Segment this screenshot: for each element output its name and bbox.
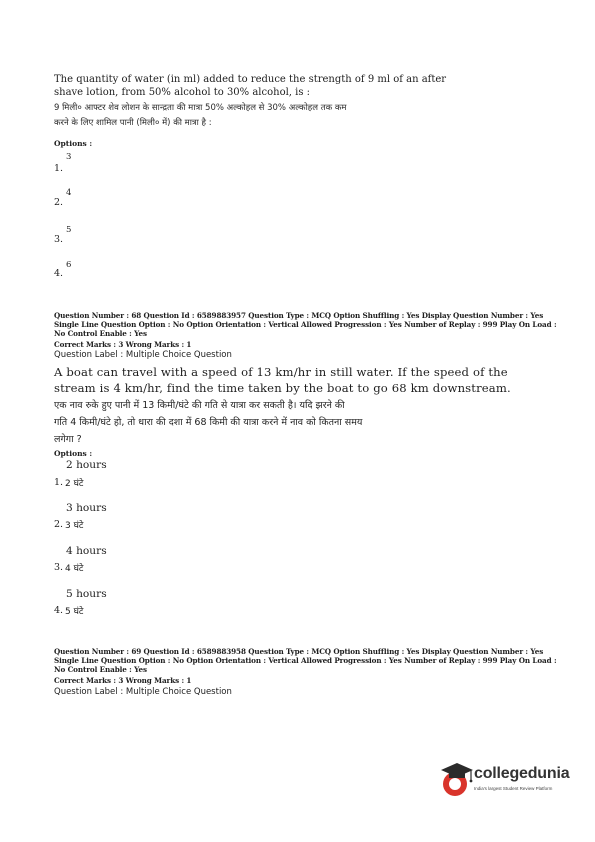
q67-text-hi-line1: 9 मिली० आफ्टर शेव लोशन के सान्द्रता की मात्रा 50% अल्कोहल से 30% अल्कोहल तक कम [54, 103, 347, 113]
q67-option-4-number: 4. [54, 268, 64, 279]
q68-option-3-hi[interactable]: 4 घंटे [65, 564, 84, 574]
q68-option-1-number: 1. [54, 477, 64, 488]
q67-option-3-number: 3. [54, 234, 64, 245]
q68-options-heading: Options : [54, 449, 93, 458]
q68-option-3-en[interactable]: 4 hours [66, 545, 107, 557]
q68-text-hi-line2: गति 4 किमी/घंटे हो, तो धारा की दशा में 68 किमी की यात्रा करने में नाव को कितना समय [54, 417, 363, 428]
q68-option-2-en[interactable]: 3 hours [66, 502, 107, 514]
q68-option-4-hi[interactable]: 5 घंटे [65, 607, 84, 617]
q68-text-en-line2: stream is 4 km/hr, find the time taken by the boat to go 68 km downstream. [54, 381, 511, 395]
collegedunia-logo [440, 758, 580, 806]
q68-option-3-number: 3. [54, 562, 64, 573]
logo-wordmark: collegedunia [474, 765, 570, 782]
q68-option-1-hi[interactable]: 2 घंटे [65, 479, 84, 489]
logo-tagline: India's largest Student Review Platform [474, 786, 553, 791]
q68-text-hi-line3: लगेगा ? [54, 434, 82, 445]
q68-option-4-number: 4. [54, 605, 64, 616]
q67-text-hi-line2: करने के लिए शामिल पानी (मिली० में) की मात्रा है : [54, 118, 212, 128]
q67-option-1-value[interactable]: 3 [66, 152, 72, 162]
q67-option-1-number: 1. [54, 163, 64, 174]
q68-marks: Correct Marks : 3 Wrong Marks : 1 [54, 340, 192, 349]
q67-text-en-line1: The quantity of water (in ml) added to reduce the strength of 9 ml of an after [54, 74, 447, 85]
q68-option-2-number: 2. [54, 519, 64, 530]
q69-question-label: Question Label : Multiple Choice Question [54, 687, 232, 697]
q68-meta-line1: Question Number : 68 Question Id : 6589883957 Question Type : MCQ Option Shuffling : Yes Display Question Number : Yes [54, 311, 544, 320]
q67-text-en-line2: shave lotion, from 50% alcohol to 30% alcohol, is : [54, 87, 311, 98]
q69-meta-line3: No Control Enable : Yes [54, 665, 147, 674]
q68-meta-line2: Single Line Question Option : No Option Orientation : Vertical Allowed Progression : Yes Number of Replay : 999 Play On Load : [54, 320, 557, 329]
q69-marks: Correct Marks : 3 Wrong Marks : 1 [54, 676, 192, 685]
q68-option-1-en[interactable]: 2 hours [66, 459, 107, 471]
q68-text-hi-line1: एक नाव रुके हुए पानी में 13 किमी/घंटे की गति से यात्रा कर सकती है। यदि झरने की [54, 400, 345, 411]
q68-meta-line3: No Control Enable : Yes [54, 329, 147, 338]
q68-text-en-line1: A boat can travel with a speed of 13 km/hr in still water. If the speed of the [54, 365, 508, 379]
q68-option-4-en[interactable]: 5 hours [66, 588, 107, 600]
q67-options-heading: Options : [54, 139, 93, 148]
q67-option-2-number: 2. [54, 197, 64, 208]
q69-meta-line1: Question Number : 69 Question Id : 6589883958 Question Type : MCQ Option Shuffling : Yes Display Question Number : Yes [54, 647, 544, 656]
graduation-cap-icon [440, 758, 474, 802]
q69-meta-line2: Single Line Question Option : No Option Orientation : Vertical Allowed Progression : Yes Number of Replay : 999 Play On Load : [54, 656, 557, 665]
q68-option-2-hi[interactable]: 3 घंटे [65, 521, 84, 531]
q67-option-3-value[interactable]: 5 [66, 225, 72, 235]
q67-option-2-value[interactable]: 4 [66, 188, 72, 198]
q67-option-4-value[interactable]: 6 [66, 260, 72, 270]
q68-question-label: Question Label : Multiple Choice Question [54, 350, 232, 360]
